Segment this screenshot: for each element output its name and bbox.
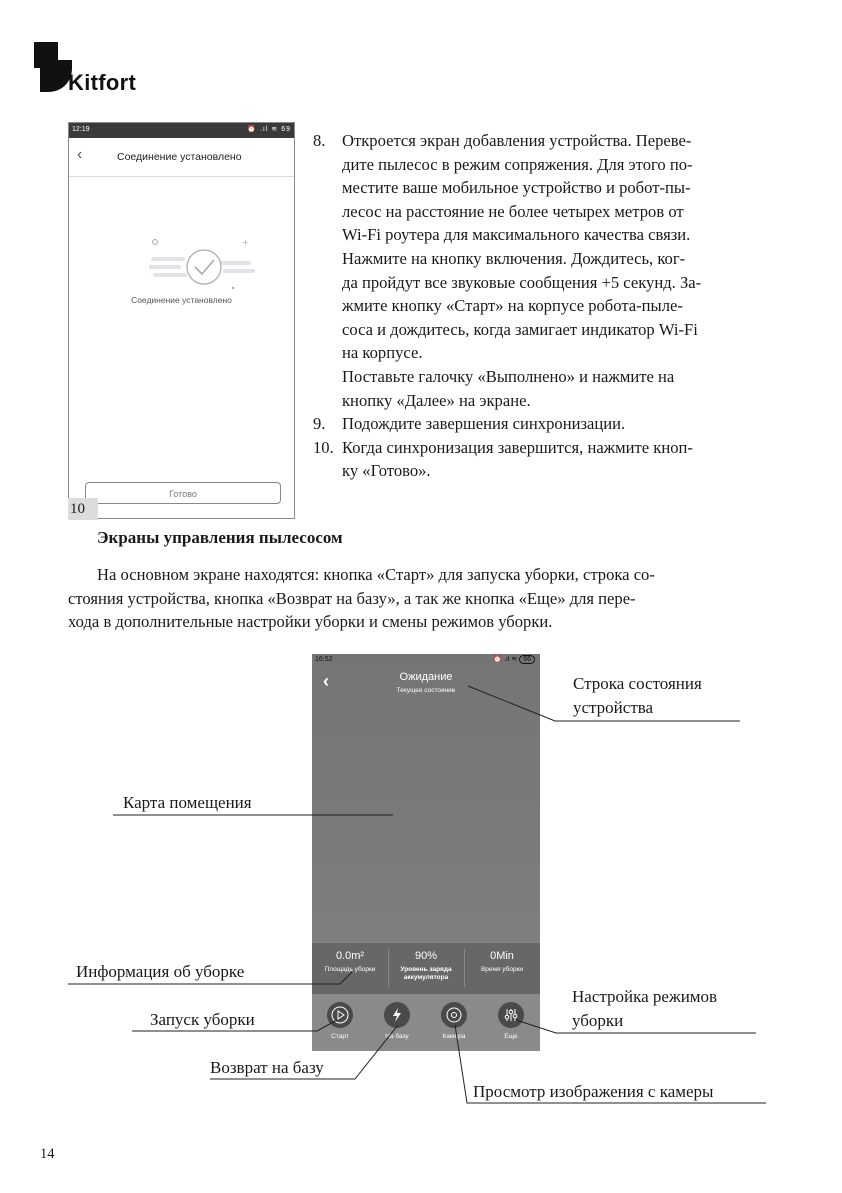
screen-title: Соединение установлено [117,151,242,163]
battery-level: 66 [519,655,535,664]
status-icons: ⏰ .ıl ≋ 69 [247,126,291,133]
callout-room-map: Карта помещения [123,793,252,812]
stat-value: 90% [414,950,438,962]
callout-return-base: Возврат на базу [210,1058,324,1077]
svg-text:+: + [242,238,249,247]
button-label: На базу [385,1033,409,1040]
step-number: 8. [313,131,326,150]
stat-value: 0Min [490,950,514,962]
back-chevron-icon[interactable]: ‹ [323,671,329,691]
step-line: кнопку «Далее» на экране. [342,390,531,410]
done-button[interactable]: Готово [85,482,281,504]
stat-value: 0.0m² [335,950,365,962]
callout-text: Настройка режимов [572,987,718,1006]
status-time: 12:19 [72,126,90,133]
callout-mode-settings [572,985,717,1032]
device-state-caption: Текущее состояние [396,687,456,694]
callout-text: устройства [573,697,654,717]
stat-label: Площадь уборки [324,966,376,973]
step-line: соса и дождитесь, когда замигает индикатор Wi-Fi [342,319,698,339]
step-line: Когда синхронизация завершится, нажмите кноп- [342,437,693,457]
callout-text: Строка состояния [573,674,702,693]
step-line: дите пылесос в режим сопряжения. Для этого по- [342,154,693,174]
step-line: ку «Готово». [342,461,431,481]
step-line: лесос на расстояние не более четырех метров от [342,201,684,221]
step-line: да пройдут все звуковые сообщения +5 секунд. За- [342,272,702,292]
step-number: 9. [313,414,326,434]
brand-name: Kitfort [68,70,137,95]
button-label: Еще [504,1033,518,1040]
device-state: Ожидание [399,671,453,683]
battery-level: 69 [281,126,291,133]
step-line: Поставьте галочку «Выполнено» и нажмите на [342,366,675,386]
callout-text: уборки [572,1010,624,1030]
status-time: 16:52 [315,656,333,663]
paragraph-line: хода в дополнительные настройки уборки и смены режимов уборки. [68,612,553,632]
callout-cleaning-info: Информация об уборке [76,962,245,981]
callout-status-line [573,672,702,719]
stat-label: Уровень заряда аккумулятора [400,966,452,981]
button-label: Камера [442,1033,466,1040]
step-line: Откроется экран добавления устройства. Переве- [342,131,692,150]
step-line: Подождите завершения синхронизации. [342,414,626,434]
step-line: Нажмите на кнопку включения. Дождитесь, ког- [342,248,686,268]
step-line: жмите кнопку «Старт» на корпусе робота-пыле- [342,296,683,316]
back-chevron-icon[interactable]: ‹ [77,146,83,163]
stat-label: Время уборки [480,966,524,973]
paragraph-line: На основном экране находятся: кнопка «Старт» для запуска уборки, строка со- [97,565,655,584]
page-number: 14 [40,1146,55,1162]
step-line: на корпусе. [342,343,423,363]
status-icons: ⏰ .ıl ≋ 66 [493,655,535,663]
step-line: Wi-Fi роутера для максимального качества связи. [342,225,691,245]
step-number: 10. [313,437,334,457]
button-label: Старт [331,1033,349,1040]
callout-camera-view: Просмотр изображения с камеры [473,1082,714,1101]
callout-start-cleaning: Запуск уборки [150,1010,255,1029]
paragraph-line: стояния устройства, кнопка «Возврат на базу», а так же кнопка «Еще» для пере- [68,588,636,608]
connection-message: Соединение установлено [131,295,232,305]
step-line: местите ваше мобильное устройство и робот-пы- [342,178,691,198]
figure-number: 10 [68,498,98,520]
section-heading: Экраны управления пылесосом [97,528,343,547]
